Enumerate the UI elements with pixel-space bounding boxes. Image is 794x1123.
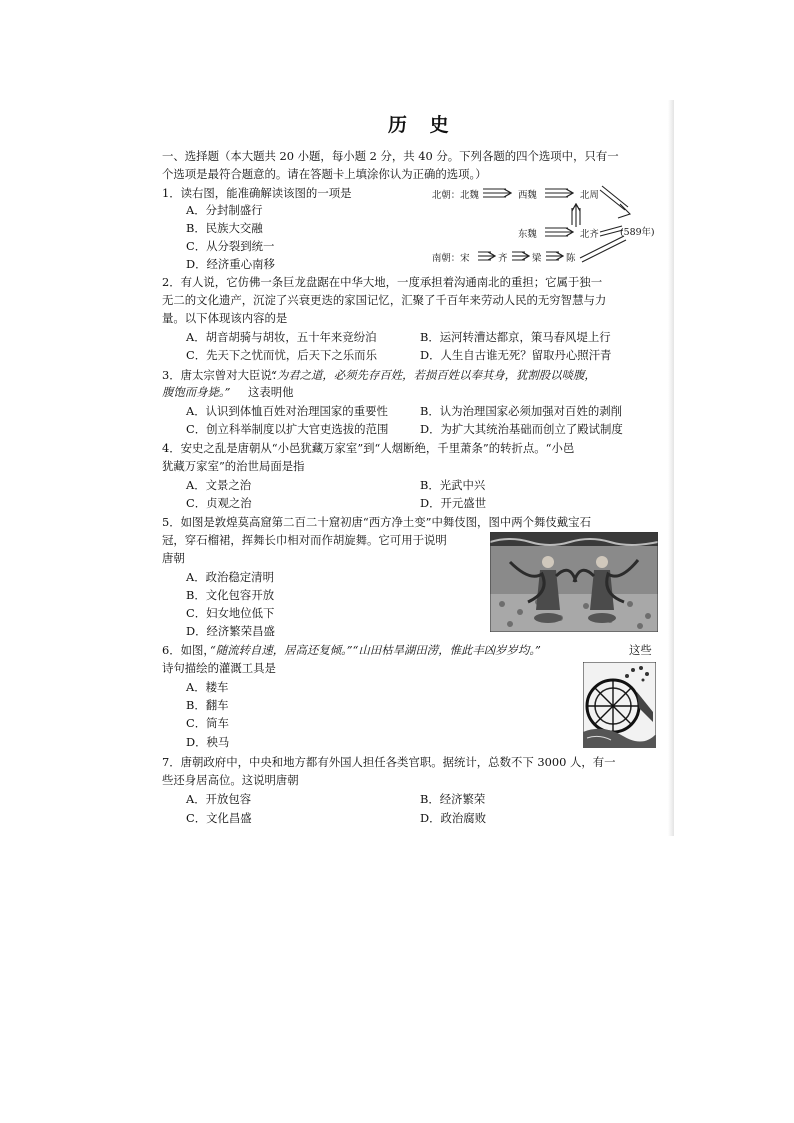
question-3-stem-intro: 3．唐太宗曾对大臣说： <box>162 368 284 382</box>
question-6-quote: “随流转自速，居高还复倾。”“山田枯旱湖田涝，惟此丰凶岁岁均。” <box>210 643 541 657</box>
question-5-stem-line3: 唐朝 <box>162 551 185 565</box>
q5-option-d[interactable]: D．经济繁荣昌盛 <box>186 624 275 638</box>
q2-option-c[interactable]: C．先天下之忧而忧，后天下之乐而乐 <box>186 348 377 362</box>
q4-option-a[interactable]: A．文景之治 <box>186 478 252 492</box>
diagram-beiqi: 北齐 <box>580 229 599 240</box>
diagram-south-label: 南朝：宋 <box>432 253 470 264</box>
dunhuang-dancers-image <box>490 532 658 632</box>
question-3-quote-line2: 腹饱而身毙。” <box>162 385 231 399</box>
question-2-stem-line3: 量。以下体现该内容的是 <box>162 311 288 325</box>
q7-option-a[interactable]: A．开放包容 <box>186 792 252 806</box>
question-1-stem: 1．读右图，能准确解读该图的一项是 <box>162 186 352 200</box>
q6-option-d[interactable]: D．秧马 <box>186 735 230 749</box>
q2-option-d[interactable]: D．人生自古谁无死？留取丹心照汗青 <box>420 348 612 362</box>
q6-option-c[interactable]: C．筒车 <box>186 716 229 730</box>
question-6-stem-tail: 这些 <box>629 643 652 657</box>
question-6-stem-line2: 诗句描绘的灌溉工具是 <box>162 661 276 675</box>
q1-option-a[interactable]: A．分封制盛行 <box>186 203 263 217</box>
q3-option-c[interactable]: C．创立科举制度以扩大官吏选拔的范围 <box>186 422 389 436</box>
question-3-quote-line1: “为君之道，必须先存百姓，若损百姓以奉其身，犹割股以啖腹， <box>271 368 596 382</box>
diagram-dongwei: 东魏 <box>518 229 537 240</box>
q1-option-c[interactable]: C．从分裂到统一 <box>186 239 275 253</box>
question-7-stem-line2: 些还身居高位。这说明唐朝 <box>162 773 299 787</box>
q3-option-b[interactable]: B．认为治理国家必须加强对百姓的剥削 <box>420 404 623 418</box>
question-3-stem-tail: 这表明他 <box>248 385 294 399</box>
diagram-beizhou: 北周 <box>580 190 599 201</box>
q7-option-c[interactable]: C．文化昌盛 <box>186 811 252 825</box>
arrow-beizhou-589 <box>600 190 625 210</box>
water-wheel-image <box>583 662 656 748</box>
q6-option-a[interactable]: A．耧车 <box>186 680 229 694</box>
q4-option-c[interactable]: C．贞观之治 <box>186 496 252 510</box>
section-instructions-line2: 个选项是最符合题意的。请在答题卡上填涂你认为正确的选项。） <box>162 167 487 181</box>
question-4-stem-line1: 4．安史之乱是唐朝从“小邑犹藏万家室”到“人烟断绝，千里萧条”的转折点。“小邑 <box>162 441 575 455</box>
page-title: 历 史 <box>388 114 457 136</box>
q6-option-b[interactable]: B．翻车 <box>186 698 229 712</box>
diagram-qi: 齐 <box>498 253 508 264</box>
diagram-year: (589年) <box>620 227 655 238</box>
question-6-stem-intro: 6．如图， <box>162 643 215 657</box>
diagram-xiwei: 西魏 <box>518 190 537 201</box>
q3-option-d[interactable]: D．为扩大其统治基础而创立了殿试制度 <box>420 422 623 436</box>
question-7-stem-line1: 7．唐朝政府中，中央和地方都有外国人担任各类官职。据统计，总数不下 3000 人，有一 <box>162 755 616 769</box>
diagram-liang: 梁 <box>532 253 542 264</box>
q7-option-d[interactable]: D．政治腐败 <box>420 811 487 825</box>
question-5-stem-line2: 冠，穿石榴裙，挥舞长巾相对而作胡旋舞。它可用于说明 <box>162 533 447 547</box>
question-5-stem-line1: 5．如图是敦煌莫高窟第二百二十窟初唐“西方净土变”中舞伎图，图中两个舞伎戴宝石 <box>162 515 591 529</box>
q7-option-b[interactable]: B．经济繁荣 <box>420 792 486 806</box>
q2-option-a[interactable]: A．胡音胡骑与胡妆，五十年来竞纷泊 <box>186 330 377 344</box>
section-instructions-line1: 一、选择题（本大题共 20 小题，每小题 2 分，共 40 分。下列各题的四个选项中，只有一 <box>162 149 619 163</box>
q2-option-b[interactable]: B．运河转漕达都京，策马春风堤上行 <box>420 330 611 344</box>
q3-option-a[interactable]: A．认识到体恤百姓对治理国家的重要性 <box>186 404 388 418</box>
page-edge-shadow <box>668 100 674 836</box>
q5-option-b[interactable]: B．文化包容开放 <box>186 588 275 602</box>
q4-option-b[interactable]: B．光武中兴 <box>420 478 486 492</box>
q1-option-d[interactable]: D．经济重心南移 <box>186 257 275 271</box>
dynasty-diagram <box>430 180 660 270</box>
q5-option-c[interactable]: C．妇女地位低下 <box>186 606 275 620</box>
diagram-chen: 陈 <box>566 253 576 264</box>
q4-option-d[interactable]: D．开元盛世 <box>420 496 487 510</box>
question-2-stem-line2: 无二的文化遗产，沉淀了兴衰更迭的家国记忆，汇聚了千百年来劳动人民的无穷智慧与力 <box>162 293 607 307</box>
diagram-north-label: 北朝：北魏 <box>432 190 479 201</box>
question-2-stem-line1: 2．有人说，它仿佛一条巨龙盘踞在中华大地，一度承担着沟通南北的重担；它属于独一 <box>162 275 603 289</box>
question-4-stem-line2: 犹藏万家室”的治世局面是指 <box>162 459 305 473</box>
q5-option-a[interactable]: A．政治稳定清明 <box>186 570 274 584</box>
q1-option-b[interactable]: B．民族大交融 <box>186 221 263 235</box>
